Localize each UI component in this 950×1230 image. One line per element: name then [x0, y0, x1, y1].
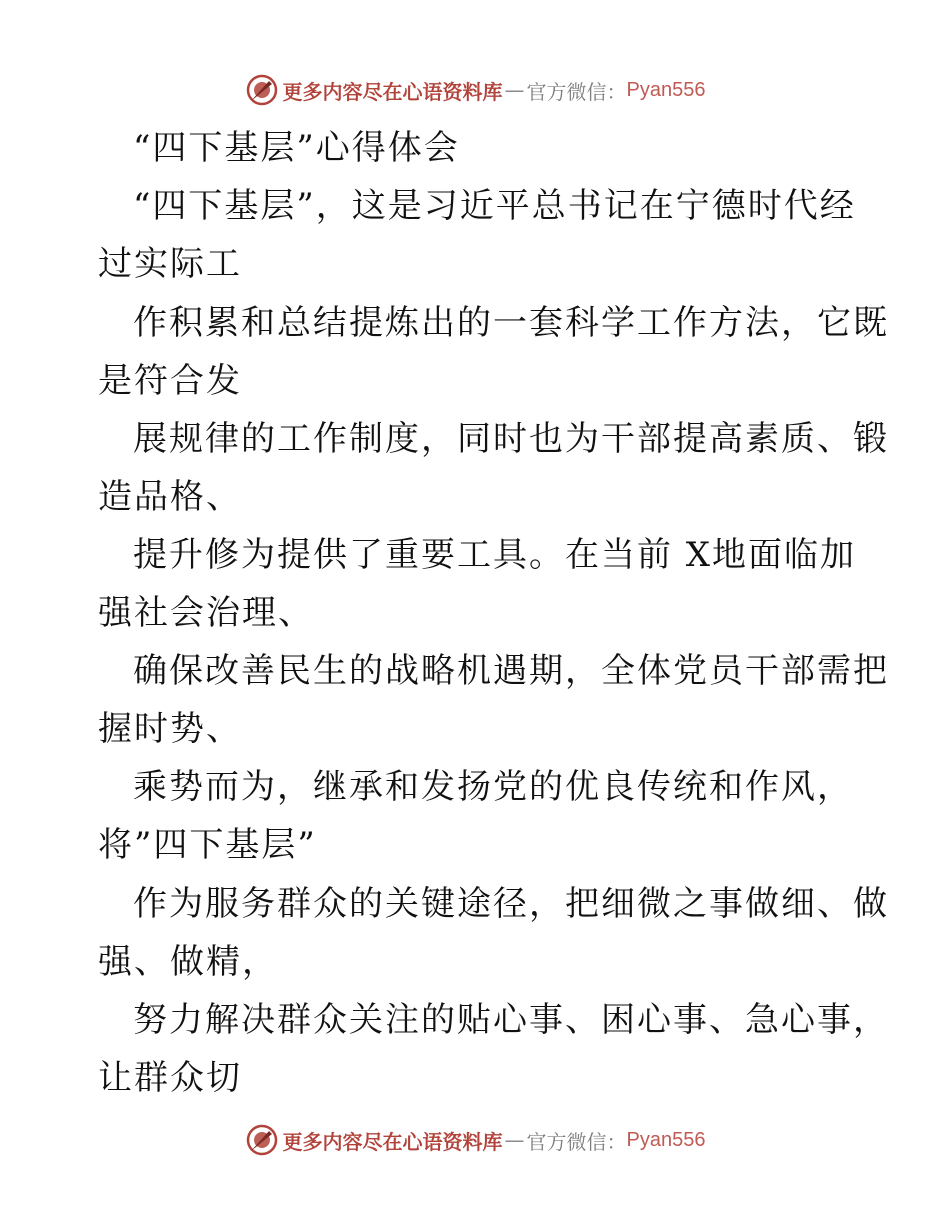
footer-watermark-banner	[0, 1120, 950, 1160]
text-line: 作为服务群众的关键途径，把细微之事做细、做	[133, 884, 889, 924]
quill-logo-icon	[245, 1123, 279, 1157]
text-line: 是符合发	[98, 361, 242, 401]
banner-main-text: 更多内容尽在心语资料库	[282, 79, 503, 104]
text-line: 过实际工	[98, 244, 242, 284]
banner-account: Pyan556	[626, 78, 706, 101]
banner-wechat-label: 官方微信：	[526, 79, 627, 104]
text-line: 乘势而为，继承和发扬党的优良传统和作风，	[133, 767, 853, 807]
text-line: 努力解决群众关注的贴心事、困心事、急心事，	[133, 1000, 889, 1040]
text-line: 强社会治理、	[98, 593, 314, 633]
header-watermark-banner	[0, 70, 950, 110]
text-line: 提升修为提供了重要工具。在当前 X地面临加	[133, 535, 857, 575]
text-line: “四下基层”，这是习近平总书记在宁德时代经	[133, 186, 856, 226]
banner-account: Pyan556	[626, 1128, 706, 1151]
text-line: 确保改善民生的战略机遇期，全体党员干部需把	[133, 651, 889, 691]
text-line: 强、做精，	[98, 942, 278, 982]
text-line: 展规律的工作制度，同时也为干部提高素质、锻	[133, 419, 889, 459]
text-line: 让群众切	[98, 1058, 242, 1098]
quill-logo-icon	[245, 73, 279, 107]
text-line: 握时势、	[98, 709, 242, 749]
text-line: 造品格、	[98, 477, 242, 517]
text-line: 将”四下基层”	[98, 825, 317, 865]
text-line: 作积累和总结提炼出的一套科学工作方法，它既	[133, 303, 889, 343]
banner-wechat-label: 官方微信：	[526, 1129, 627, 1154]
banner-dash: —	[504, 78, 525, 102]
banner-main-text: 更多内容尽在心语资料库	[282, 1129, 503, 1154]
banner-dash: —	[504, 1128, 525, 1152]
document-title: “四下基层”心得体会	[133, 128, 460, 168]
